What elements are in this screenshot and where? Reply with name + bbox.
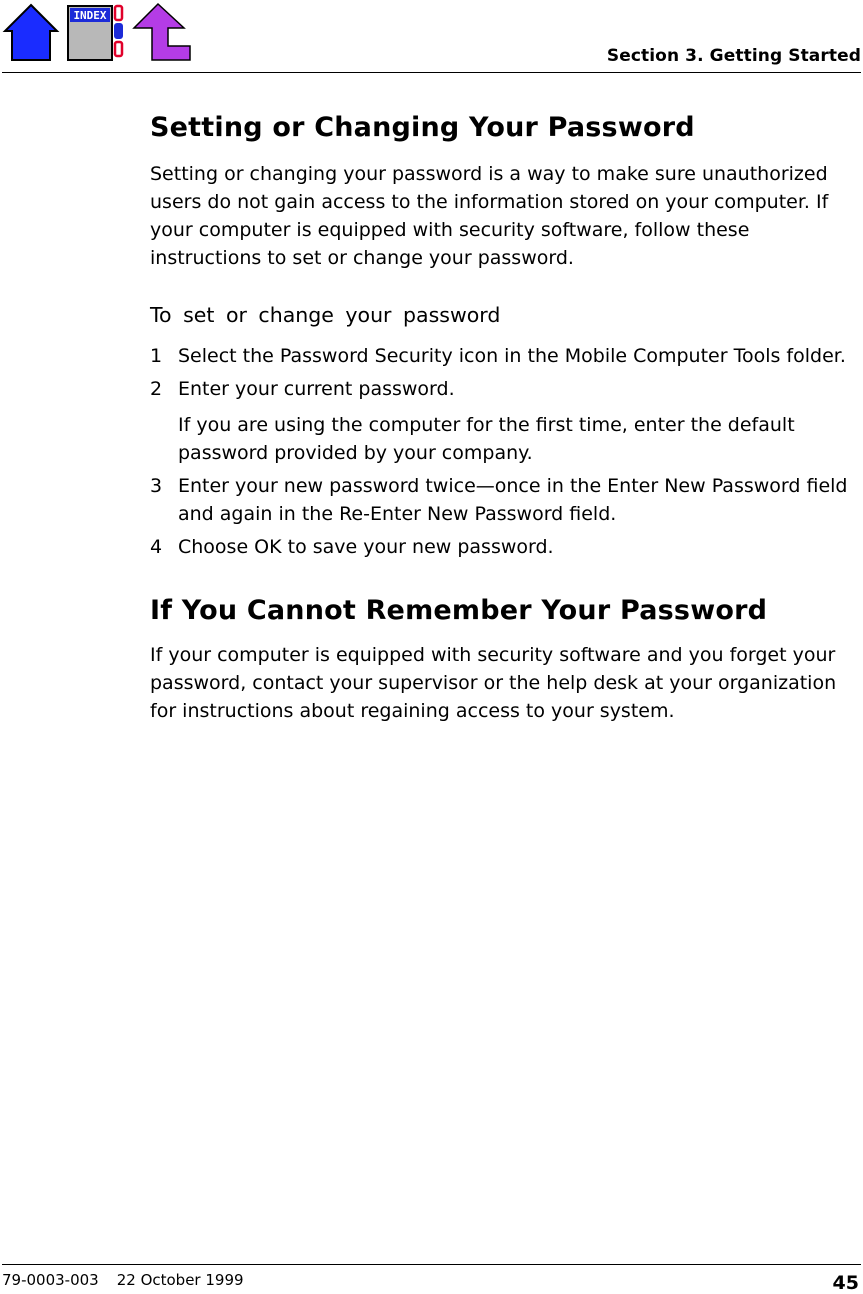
procedure-steps	[150, 342, 856, 561]
step-number: 1	[150, 345, 163, 367]
step-text: Choose OK to save your new password.	[178, 536, 554, 558]
section-header: Section 3. Getting Started	[606, 46, 861, 66]
footer-divider	[2, 1264, 861, 1265]
doc-date: 22 October 1999	[116, 1271, 244, 1289]
step-note: If you are using the computer for the first time, enter the default password provided by your company.	[178, 414, 795, 464]
back-arrow-icon[interactable]	[132, 2, 192, 64]
index-label: INDEX	[73, 9, 107, 22]
page-content	[150, 108, 856, 725]
step-text: Enter your current password.	[178, 378, 455, 400]
doc-number: 79-0003-003	[2, 1271, 99, 1289]
forgot-password-paragraph: If your computer is equipped with security software and you forget your password, contact your supervisor or the help desk at your organization for instructions about regaining access to your system.	[150, 644, 837, 722]
step-4	[150, 533, 856, 561]
step-number: 4	[150, 536, 163, 558]
step-text: Select the Password Security icon in the Mobile Computer Tools folder.	[178, 345, 846, 367]
section-title-password: Setting or Changing Your Password	[150, 112, 695, 143]
step-2	[150, 375, 856, 467]
page-number: 45	[832, 1272, 859, 1294]
index-icon[interactable]	[66, 2, 126, 64]
intro-paragraph: Setting or changing your password is a way to make sure unauthorized users do not gain access to the information stored on your computer. If your computer is equipped with security software, follow these instructions to set or change your password.	[150, 163, 829, 269]
step-3	[150, 472, 856, 528]
footer-info	[2, 1271, 244, 1289]
home-icon[interactable]	[2, 2, 60, 64]
step-text: Enter your new password twice—once in the Enter New Password field and again in the Re-Enter New Password field.	[178, 475, 848, 525]
section-title-forgot-password: If You Cannot Remember Your Password	[150, 595, 768, 626]
procedure-title: To set or change your password	[150, 303, 501, 327]
step-1	[150, 342, 856, 370]
step-number: 3	[150, 475, 163, 497]
header-divider	[2, 72, 861, 73]
step-number: 2	[150, 378, 163, 400]
